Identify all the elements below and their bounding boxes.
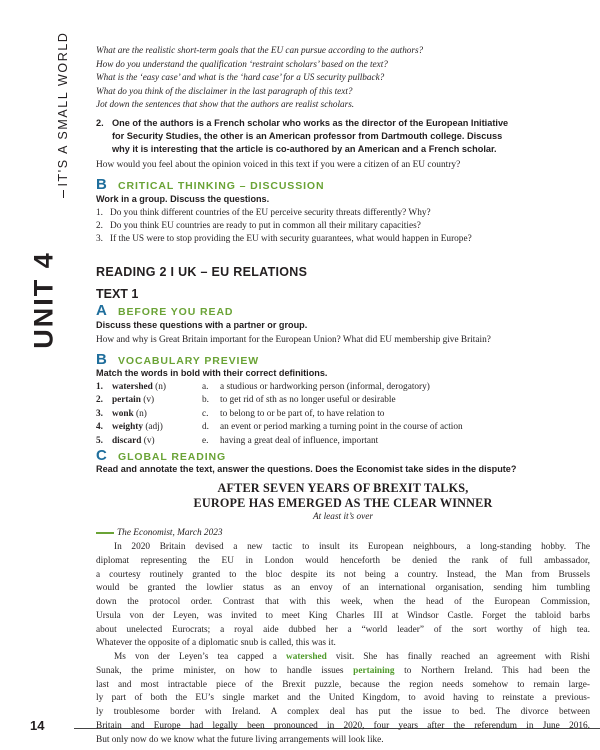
exercise-2-text: One of the authors is a French scholar who works as the director of the European Initiative (112, 118, 509, 128)
section-title: GLOBAL READING (118, 451, 227, 463)
vocab-word (112, 435, 155, 448)
list-text: Do you think different countries of the EU perceive security threats differently? Why? (110, 208, 431, 218)
unit-title: IT'S A SMALL WORLD (56, 31, 70, 187)
article-line: Ursula von der Leyen, was invited to meet King Charles III at Windsor Castle. Forget the tabloid barbs (96, 610, 590, 621)
vocab-word (112, 381, 166, 394)
article-line: ly troublesome border with Ireland. A complex deal has put the issue to bed. The divorce between (96, 707, 590, 717)
section-letter: B (96, 351, 107, 368)
article-subheadline: At least it’s over (313, 512, 373, 522)
definition-text: a studious or hardworking person (informal, derogatory) (220, 382, 430, 392)
vocab-word-text: watershed (112, 382, 153, 392)
article-headline-line-2: EUROPE HAS EMERGED AS THE CLEAR WINNER (193, 496, 493, 510)
highlighted-word-watershed: watershed (285, 652, 327, 662)
article-line: But only now do we know what the future living arrangements will look like. (96, 734, 384, 745)
article-line (96, 651, 590, 665)
unit-label: UNIT 4 (28, 251, 59, 349)
section-b-vocab-heading (96, 351, 259, 369)
article-line: would be granted the lowlier status as an envoy of an international organisation, sending him tumbling (96, 583, 590, 594)
page-number: 14 (30, 718, 45, 733)
article-text: to Northern Ireland. This had been the (394, 665, 590, 676)
article-line: diplomat representing the EU in London would henceforth be denied the rank of full ambassador, (96, 555, 590, 566)
exercise-2-line: for Security Studies, the other is an American professor from Dartmouth college. Discuss (112, 131, 503, 141)
exercise-2 (96, 117, 590, 172)
source-dash (96, 532, 114, 534)
article-line: down the protocol order. Contrast that with this week, when the head of the European Commission, (96, 597, 590, 607)
question-item: What is the ‘easy case’ and what is the ‘hard case’ for a US security pullback? (96, 72, 385, 83)
section-letter: B (96, 176, 107, 193)
vocab-row (96, 421, 590, 434)
vocab-word (112, 408, 147, 421)
vocab-pos: (n) (136, 408, 147, 419)
section-b-critical-heading (96, 176, 324, 194)
vocab-row (96, 435, 590, 448)
exercise-number: 2. (96, 118, 104, 128)
vocab-word (112, 421, 163, 434)
sidebar-divider (63, 190, 64, 198)
article-headline-line-1: AFTER SEVEN YEARS OF BREXIT TALKS, (217, 481, 469, 495)
vocab-row (96, 408, 590, 421)
definition-letter: b. (202, 395, 209, 406)
article-body (96, 541, 590, 747)
vocab-number: 4. (96, 422, 103, 433)
vocab-pos: (adj) (145, 422, 163, 433)
definition-text: to get rid of sth as no longer useful or desirable (220, 395, 396, 406)
section-a-body: How and why is Great Britain important for the European Union? What did EU membership give Britain? (96, 335, 491, 345)
list-number: 1. (96, 208, 103, 218)
section-c-heading (96, 447, 226, 465)
question-item: How do you understand the qualification ‘restraint scholars’ based on the text? (96, 58, 388, 69)
definition-letter: c. (202, 408, 209, 419)
definition-letter: e. (202, 435, 209, 446)
vocab-pos: (n) (155, 382, 166, 392)
list-item (96, 207, 472, 220)
article-line: Whatever the opposite of a diplomatic snub is called, this was it. (96, 638, 336, 649)
list-text: If the US were to stop providing the EU with security guarantees, what would happen in Europe? (110, 234, 472, 244)
list-number: 3. (96, 234, 103, 244)
vocab-row (96, 381, 590, 394)
list-text: Do you think EU countries are ready to put in common all their military capacities? (110, 221, 421, 231)
vocab-pos: (v) (143, 395, 155, 406)
vocab-word-text: pertain (112, 395, 141, 406)
list-item (96, 233, 472, 246)
section-a-heading (96, 302, 233, 320)
text-label: TEXT 1 (96, 287, 139, 301)
reading-title: READING 2 I UK – EU RELATIONS (96, 265, 308, 279)
article-source-text: The Economist, March 2023 (117, 528, 223, 538)
vocab-number: 1. (96, 382, 103, 392)
section-c-instruction: Read and annotate the text, answer the questions. Does the Economist take sides in the dispute? (96, 464, 517, 474)
article-line: ly part of both the EU’s single market and the United Kingdom, to avoid having to reinstate a previous- (96, 693, 590, 704)
list-item (96, 220, 472, 233)
section-title: CRITICAL THINKING – DISCUSSION (118, 180, 325, 192)
list-number: 2. (96, 221, 103, 231)
section-letter: C (96, 447, 107, 464)
article-text: Ms von der Leyen’s tea capped a (114, 652, 286, 662)
article-source (96, 528, 223, 538)
section-title: BEFORE YOU READ (118, 306, 234, 318)
article-line: last and most intractable piece of the Brexit puzzle, because the region needs somehow to remain large- (96, 679, 590, 690)
question-list (96, 44, 590, 112)
vocab-number: 2. (96, 395, 103, 406)
exercise-2-line (96, 117, 590, 130)
definition-text: an event or period marking a turning point in the course of action (220, 422, 463, 433)
critical-thinking-list (96, 207, 472, 246)
article-line (96, 665, 590, 679)
definition-text: having a great deal of influence, important (220, 435, 379, 446)
article-line: a courtesy routinely granted to the bloc despite its not being a country. Instead, the Man from Brussels (96, 569, 590, 580)
section-b-critical-instruction: Work in a group. Discuss the questions. (96, 194, 270, 204)
question-item: What are the realistic short-term goals that the EU can pursue according to the authors? (96, 45, 424, 55)
vocab-pos: (v) (143, 435, 155, 446)
vocab-word-text: weighty (112, 422, 143, 433)
article-line: Britain and Europe had legally been pronounced in 2020, four years after the referendum in June 2016. (96, 720, 590, 731)
article-text: Sunak, the prime minister, on how to handle issues (96, 665, 354, 676)
section-title: VOCABULARY PREVIEW (118, 355, 260, 367)
vocabulary-table (96, 381, 590, 448)
vocab-word-text: discard (112, 435, 142, 446)
definition-letter: a. (202, 382, 209, 392)
vocab-number: 3. (96, 408, 103, 419)
article-line: about unelected Eurocrats; a royal aide dubbed her a “world leader” of the sort worthy of high tea. (96, 624, 590, 635)
question-item: Jot down the sentences that show that the authors are realist scholars. (96, 99, 355, 110)
section-a-instruction: Discuss these questions with a partner or group. (96, 320, 308, 330)
definition-text: to belong to or be part of, to have relation to (220, 408, 385, 419)
exercise-2-followup: How would you feel about the opinion voiced in this text if you were a citizen of an EU country? (96, 160, 461, 170)
vocab-row (96, 394, 590, 407)
highlighted-word-pertaining: pertaining (353, 665, 395, 676)
section-letter: A (96, 302, 107, 319)
section-b-vocab-instruction: Match the words in bold with their correct definitions. (96, 368, 328, 378)
article-line: In 2020 Britain devised a new tactic to insult its European neighbours, a long-standing hobby. The (114, 542, 590, 552)
vocab-word-text: wonk (112, 408, 134, 419)
question-item: What do you think of the disclaimer in the last paragraph of this text? (96, 85, 353, 96)
exercise-2-line: why it is interesting that the article is co-authored by an American and a French scholar. (112, 144, 497, 154)
vocab-number: 5. (96, 435, 103, 446)
definition-letter: d. (202, 422, 209, 433)
article-text: visit. She has finally reached an agreement with Rishi (326, 652, 590, 662)
vocab-word (112, 394, 154, 407)
